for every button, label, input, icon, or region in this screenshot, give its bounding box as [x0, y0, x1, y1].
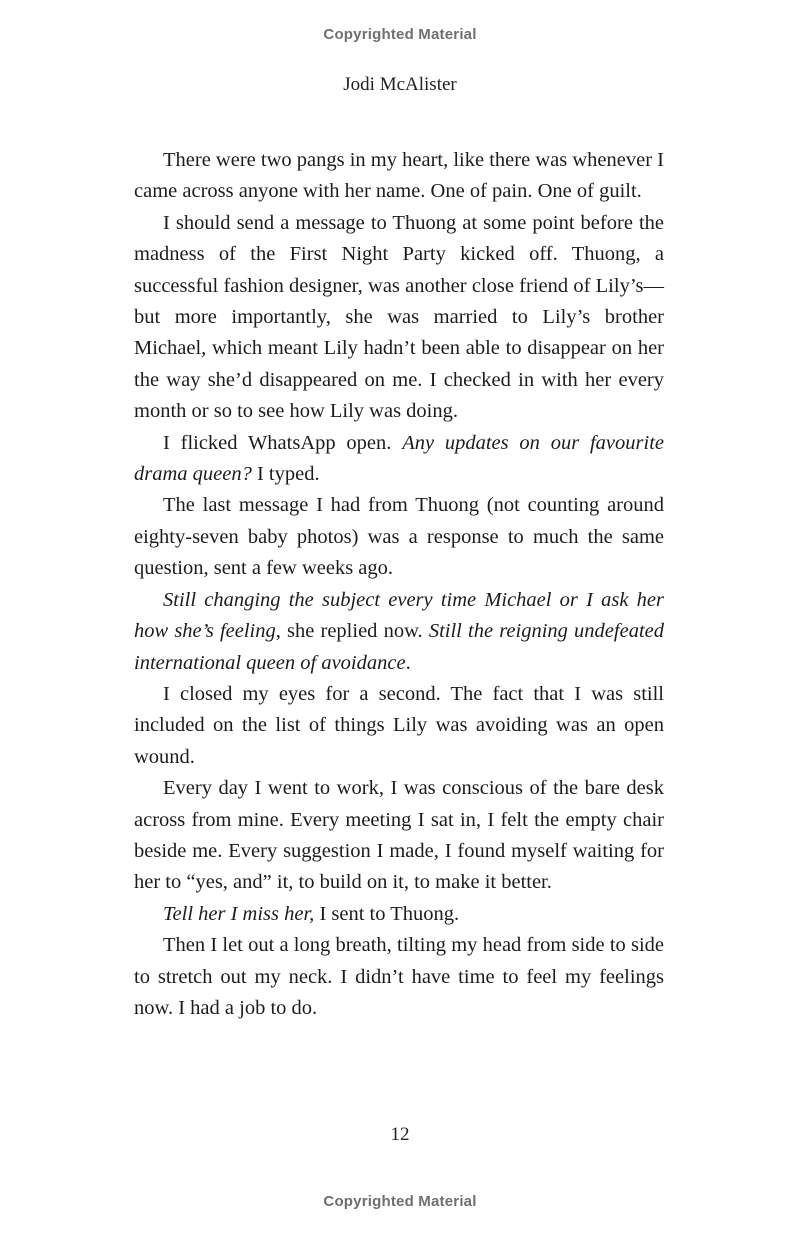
- italic-text-segment: Still changing the subject every time Michael or I ask her how she’s feeling: [134, 588, 664, 643]
- text-segment: Every day I went to work, I was conscious of the bare desk across from mine. Every meeting I sat in, I felt the empty chair beside me. Every suggestion I made, I found myself waiting for her to “yes, and” it, to build on it, to make it better.: [134, 777, 664, 894]
- text-segment: I typed.: [251, 463, 320, 486]
- paragraph: [134, 428, 664, 491]
- italic-text-segment: Any updates on our favourite drama queen?: [134, 431, 664, 486]
- text-segment: The last message I had from Thuong (not counting around eighty-seven baby photos) was a response to much the same question, sent a few weeks ago.: [134, 494, 664, 580]
- paragraph: [134, 145, 664, 208]
- running-header-author: Jodi McAlister: [343, 74, 457, 95]
- text-segment: I sent to Thuong.: [314, 902, 460, 925]
- copyright-watermark-top: Copyrighted Material: [323, 26, 477, 43]
- copyright-watermark-bottom: Copyrighted Material: [323, 1193, 477, 1210]
- text-segment: , she replied now.: [275, 620, 429, 643]
- paragraph: [134, 773, 664, 899]
- text-segment: Then I let out a long breath, tilting my head from side to side to stretch out my neck. I didn’t have time to feel my feelings now. I had a job to do.: [134, 934, 664, 1019]
- text-segment: I should send a message to Thuong at some point before the madness of the First Night Party kicked off. Thuong, a successful fashion designer, was another close friend of Lily’s—but more importantly, she was married to Lily’s brother Michael, which meant Lily hadn’t been able to disappear on her the way she’d disappeared on me. I checked in with her every month or so to see how Lily was doing.: [134, 211, 664, 423]
- paragraph: [134, 490, 664, 584]
- paragraph: [134, 899, 664, 930]
- italic-text-segment: Still the reigning undefeated international queen of avoidance: [134, 620, 664, 674]
- paragraph: [134, 208, 664, 428]
- paragraph: [134, 679, 664, 773]
- paragraph: [134, 930, 664, 1024]
- italic-text-segment: Tell her I miss her,: [163, 902, 315, 925]
- text-segment: I closed my eyes for a second. The fact that I was still included on the list of things Lily was avoiding was an open wound.: [134, 682, 664, 768]
- paragraph: [134, 585, 664, 679]
- page-number: 12: [390, 1124, 410, 1145]
- text-segment: .: [405, 651, 411, 674]
- text-segment: I flicked WhatsApp open.: [163, 431, 403, 454]
- page-body-text: [134, 145, 664, 1024]
- text-segment: There were two pangs in my heart, like there was whenever I came across anyone with her name. One of pain. One of guilt.: [134, 149, 664, 203]
